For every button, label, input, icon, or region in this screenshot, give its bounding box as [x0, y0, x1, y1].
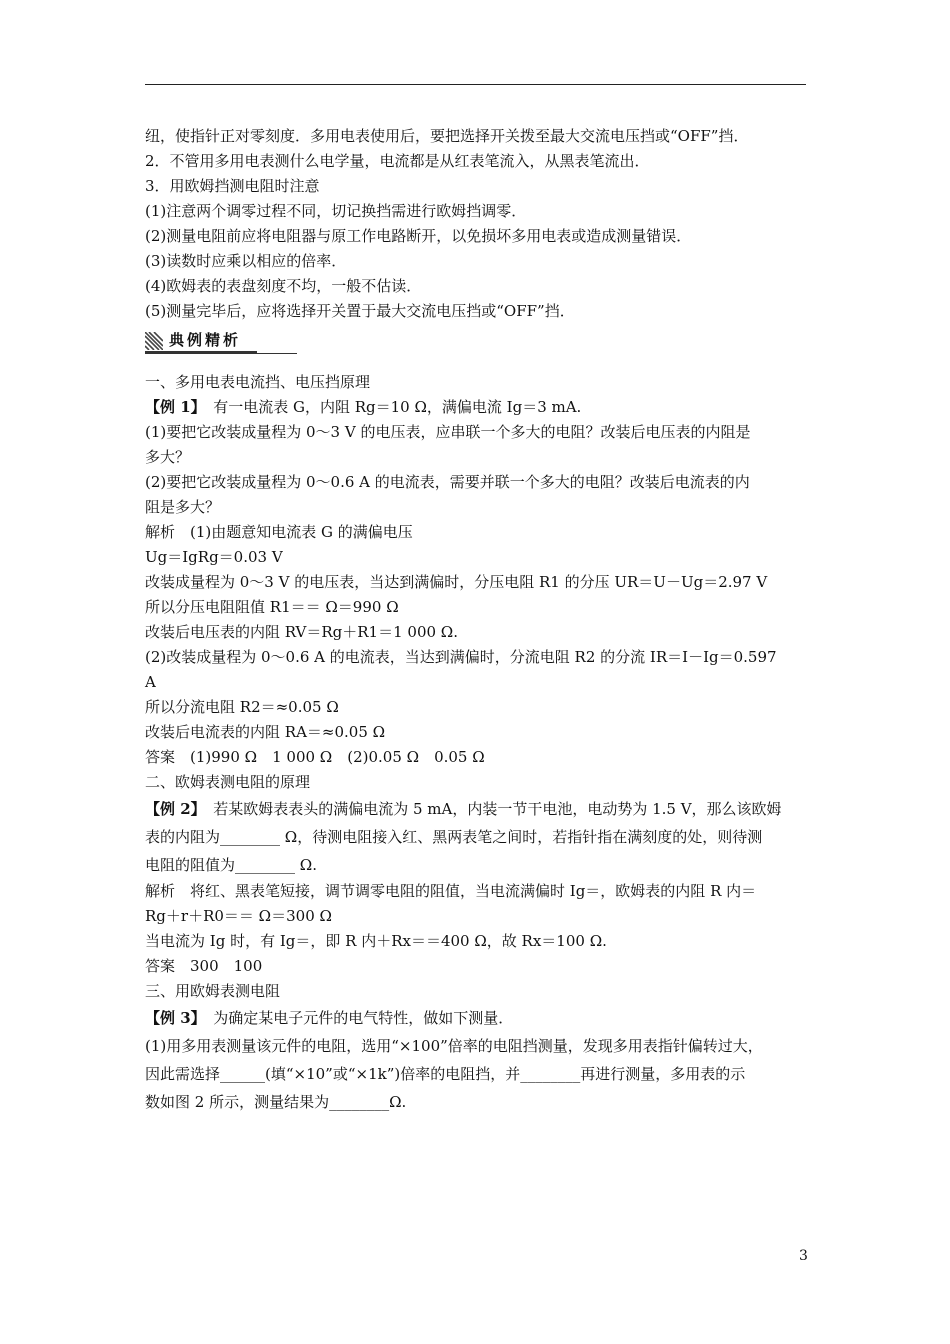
- text-line: 因此需选择______(填“×10”或“×1k”)倍率的电阻挡，并________再进行测量，多用表的示: [145, 1065, 746, 1083]
- text-line: (2)要把它改装成量程为 0～0.6 A 的电流表，需要并联一个多大的电阻？改装后电流表的内: [145, 473, 750, 491]
- text-line: A: [145, 673, 156, 691]
- part-heading: 二、欧姆表测电阻的原理: [145, 773, 311, 791]
- diagonal-stripes-icon: [145, 332, 163, 350]
- text-line: (1)要把它改装成量程为 0～3 V 的电压表，应串联一个多大的电阻？改装后电压表的内阻是: [145, 423, 751, 441]
- text-line: 数如图 2 所示，测量结果为________Ω.: [145, 1093, 407, 1111]
- part-heading: 三、用欧姆表测电阻: [145, 982, 281, 1000]
- text-line: (3)读数时应乘以相应的倍率．: [145, 252, 347, 270]
- text-line: 解析 (1)由题意知电流表 G 的满偏电压: [145, 523, 413, 541]
- text-line: 所以分流电阻 R2＝≈0.05 Ω: [145, 698, 339, 716]
- part2-block: [145, 770, 810, 979]
- example-text: 有一电流表 G，内阻 Rg＝10 Ω，满偏电流 Ig＝3 mA.: [213, 398, 582, 416]
- page-content: [145, 124, 810, 1116]
- text-line: (2)改装成量程为 0～0.6 A 的电流表，当达到满偏时，分流电阻 R2 的分流 IR＝I－Ig＝0.597: [145, 648, 777, 666]
- text-line: (5)测量完毕后，应将选择开关置于最大交流电压挡或“OFF”挡．: [145, 302, 575, 320]
- text-line: 改装后电流表的内阻 RA＝≈0.05 Ω: [145, 723, 386, 741]
- section-header: [145, 326, 810, 356]
- example-line: [145, 1004, 810, 1032]
- top-rule: [145, 84, 806, 85]
- text-line: (2)测量电阻前应将电阻器与原工作电路断开，以免损坏多用电表或造成测量错误．: [145, 227, 692, 245]
- example-tag: 【例 1】: [145, 398, 199, 416]
- answer-line: 答案 300 100: [145, 957, 263, 975]
- part3-block: [145, 979, 810, 1116]
- example-tag: 【例 2】: [145, 800, 199, 818]
- text-line: 3．用欧姆挡测电阻时注意: [145, 177, 320, 195]
- spacer: [145, 356, 810, 370]
- text-line: (1)注意两个调零过程不同，切记换挡需进行欧姆挡调零．: [145, 202, 527, 220]
- text-line: 纽，使指针正对零刻度．多用电表使用后，要把选择开关拨至最大交流电压挡或“OFF”挡．: [145, 127, 749, 145]
- example-tag: 【例 3】: [145, 1009, 199, 1027]
- text-line: 表的内阻为________ Ω，待测电阻接入红、黑两表笔之间时，若指针指在满刻度的处，则待测: [145, 828, 763, 846]
- text-line: 阻是多大？: [145, 498, 221, 516]
- example-text: 为确定某电子元件的电气特性，做如下测量．: [213, 1009, 514, 1027]
- text-line: (1)用多用表测量该元件的电阻，选用“×100”倍率的电阻挡测量，发现多用表指针偏转过大，: [145, 1037, 763, 1055]
- example-line: [145, 795, 810, 823]
- text-line: 所以分压电阻阻值 R1＝＝ Ω＝990 Ω: [145, 598, 399, 616]
- text-line: 解析 将红、黑表笔短接，调节调零电阻的阻值，当电流满偏时 Ig＝，欧姆表的内阻 R 内＝: [145, 882, 757, 900]
- text-line: Ug＝IgRg＝0.03 V: [145, 548, 283, 566]
- answer-line: 答案 (1)990 Ω 1 000 Ω (2)0.05 Ω 0.05 Ω: [145, 748, 485, 766]
- text-line: 2．不管用多用电表测什么电学量，电流都是从红表笔流入，从黑表笔流出．: [145, 152, 650, 170]
- part1-block: [145, 370, 810, 770]
- part-heading: 一、多用电表电流挡、电压挡原理: [145, 373, 371, 391]
- section-underline: [145, 353, 297, 354]
- text-line: 改装后电压表的内阻 RV＝Rg＋R1＝1 000 Ω.: [145, 623, 459, 641]
- text-line: (4)欧姆表的表盘刻度不均，一般不估读．: [145, 277, 422, 295]
- text-line: 改装成量程为 0～3 V 的电压表，当达到满偏时，分压电阻 R1 的分压 UR＝U－Ug＝2.97 V: [145, 573, 768, 591]
- section-title: 典例精析: [169, 331, 242, 349]
- intro-block: [145, 124, 810, 324]
- text-line: Rg＋r＋R0＝＝ Ω＝300 Ω: [145, 907, 332, 925]
- text-line: 多大？: [145, 448, 191, 466]
- page-number: 3: [799, 1248, 808, 1264]
- text-line: 电阻的阻值为________ Ω.: [145, 856, 317, 874]
- text-line: 当电流为 Ig 时，有 Ig＝，即 R 内＋Rx＝＝400 Ω，故 Rx＝100 Ω.: [145, 932, 607, 950]
- example-text: 若某欧姆表表头的满偏电流为 5 mA，内装一节干电池，电动势为 1.5 V，那么该欧姆: [213, 800, 782, 818]
- example-line: [145, 395, 810, 420]
